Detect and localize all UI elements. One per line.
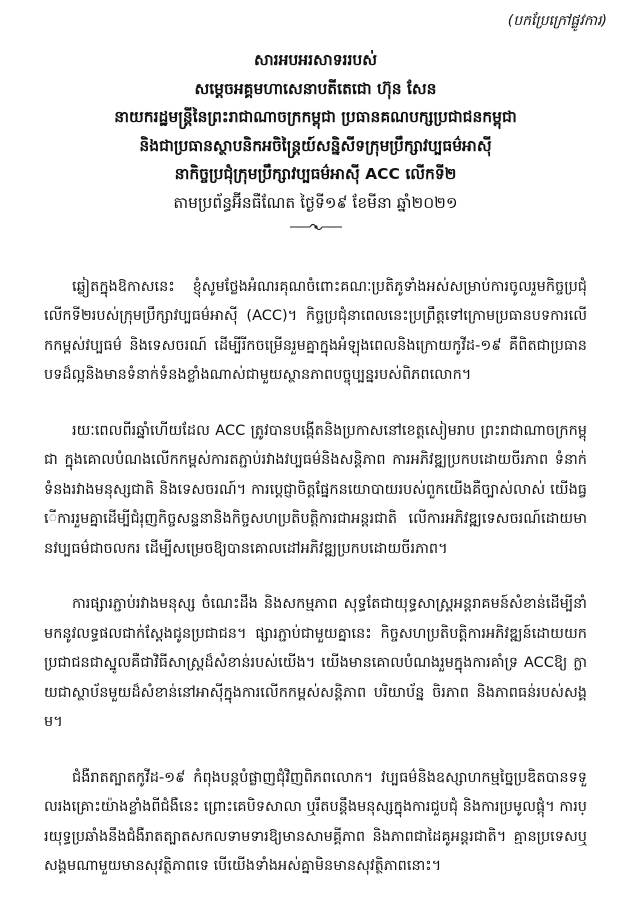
paragraph-2: រយៈពេលពីរឆ្នាំហើយដែល ACC ត្រូវបានបង្កើតនិងប្រកាសនៅខេត្តសៀមរាប ព្រះរាជាណាចក្រកម្ពុជា ក្នុងគោលបំណងលើកកម្ពស់ការតភ្ជាប់រវាងវប្បធម៌និងសន្តិភាព ការអភិវឌ្ឍប្រកបដោយចីរភាព ទំនាក់ទំនងរវាងមនុស្សជាតិ និងទេសចរណ៍។ ការប្តេជ្ញាចិត្តផ្នែកនយោបាយរបស់ពួកយើងគឺច្បាស់លាស់ យើងធ្វើការរួមគ្នាដើម្បីជំរុញកិច្ចសន្ទនានិងកិច្ចសហប្រតិបត្តិការជាអន្តរជាតិ លើការអភិវឌ្ឍទេសចរណ៍ដោយមានវប្បធម៌ជាចលករ ដើម្បីសម្រេចឱ្យបានគោលដៅអភិវឌ្ឍប្រកបដោយចីរភាព។ <box>44 422 587 557</box>
document-heading <box>44 46 587 217</box>
heading-line-3: នាយករដ្ឋមន្ត្រីនៃព្រះរាជាណាចក្រកម្ពុជា ប្រធានគណបក្សប្រជាជនកម្ពុជា <box>114 108 517 126</box>
heading-line-4: និងជាប្រធានស្ថាបនិកអចិន្ត្រៃយ៍សន្និសីទក្រុមប្រឹក្សាវប្បធម៌អាស៊ី <box>139 136 492 155</box>
paragraph-1: ឆ្លៀតក្នុងឱកាសនេះ ខ្ញុំសូមថ្លែងអំណរគុណចំពោះគណៈប្រតិភូទាំងអស់សម្រាប់ការចូលរួមកិច្ចប្រជុំលើកទី២របស់ក្រុមប្រឹក្សាវប្បធម៌អាស៊ី (ACC)។ កិច្ចប្រជុំនាពេលនេះប្រព្រឹត្តទៅក្រោមប្រធានបទការលើកកម្ពស់វប្បធម៌ និងទេសចរណ៍ ដើម្បីរីកចម្រើនរួមគ្នាក្នុងអំឡុងពេលនិងក្រោយកូវីដ-១៩ គឺពិតជាប្រធានបទដ៏ល្អនិងមានទំនាក់ទំនងខ្លាំងណាស់ជាមួយស្ថានភាពបច្ចុប្បន្នរបស់ពិភពលោក។ <box>44 278 587 383</box>
paragraph-3: ការផ្សារភ្ជាប់រវាងមនុស្ស ចំណេះដឹង និងសកម្មភាព សុទ្ធតែជាយុទ្ធសាស្ត្រអន្តរាគមន៍សំខាន់ដើម្បីនាំមកនូវលទ្ធផលជាក់ស្តែងជូនប្រជាជន។ ផ្សារភ្ជាប់ជាមួយគ្នានេះ កិច្ចសហប្រតិបត្តិការអភិវឌ្ឍន៍ដោយយកប្រជាជនជាស្នូលគឺជាវិធីសាស្ត្រដ៏សំខាន់របស់យើង។ យើងមានគោលបំណងរួមក្នុងការគាំទ្រ ACCឱ្យ ក្លាយជាស្ថាប័នមួយដ៏សំខាន់នៅអាស៊ីក្នុងការលើកកម្ពស់សន្តិភាព បរិយាប័ន្ន ចិរភាព និងភាពធន់របស់សង្គម។ <box>44 596 587 730</box>
heading-line-2: សម្តេចអគ្គមហាសេនាបតីតេជោ ហ៊ុន សែន <box>194 79 437 98</box>
paragraph-4: ជំងឺរាតត្បាតកូវីដ-១៩ កំពុងបន្តបំផ្លាញជុំវិញពិភពលោក។ វប្បធម៌និងឧស្សាហកម្មច្នៃប្រឌិតបានទទួលរងគ្រោះយ៉ាងខ្លាំងពីជំងឺនេះ ព្រោះគេបិទសាលា ឬរឹតបន្តឹងមនុស្សក្នុងការជួបជុំ និងការប្រមូលផ្តុំ។ ការប្រយុទ្ធប្រឆាំងនឹងជំងឺរាតត្បាតសកលទាមទារឱ្យមានសាមគ្គីភាព និងភាពជាដៃគូអន្តរជាតិ។ គ្មានប្រទេសឬសង្គមណាមួយមានសុវត្ថិភាពទេ បើយើងទាំងអស់គ្នាមិនមានសុវត្ថិភាពនោះ។ <box>44 769 587 874</box>
heading-date-line: តាមប្រព័ន្ធអ៊ីនធឺណែត ថ្ងៃទី១៩ ខែមីនា ឆ្នាំ២០២១ <box>173 193 458 212</box>
heading-line-5: នាកិច្ចប្រជុំក្រុមប្រឹក្សាវប្បធម៌អាស៊ី ACC លើកទី២ <box>174 165 457 183</box>
document-body <box>44 273 587 882</box>
ornament-divider-icon <box>288 221 344 233</box>
heading-line-1: សារអបអរសាទររបស់ <box>254 51 377 69</box>
unofficial-translation-note: (បកប្រែក្រៅផ្លូវការ) <box>507 13 607 29</box>
